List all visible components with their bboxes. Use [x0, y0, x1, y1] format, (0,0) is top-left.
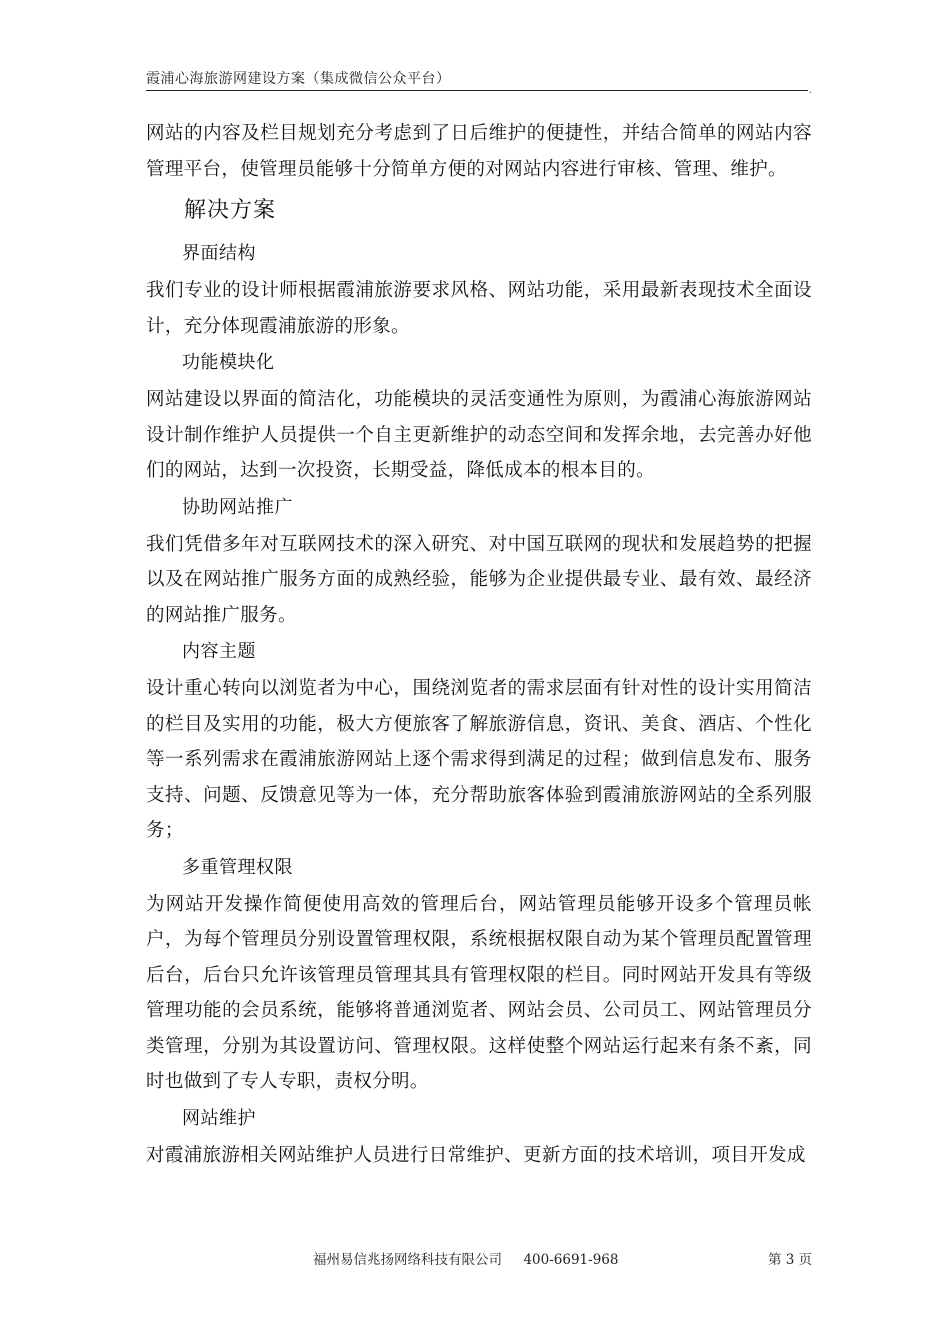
subsection-body-promotion: 我们凭借多年对互联网技术的深入研究、对中国互联网的现状和发展趋势的把握以及在网站推广服务方面的成熟经验，能够为企业提供最专业、最有效、最经济的网站推广服务。 — [146, 533, 812, 626]
subsection-heading-content-theme: 内容主题 — [182, 641, 256, 662]
subsection-body-interface: 我们专业的设计师根据霞浦旅游要求风格、网站功能，采用最新表现技术全面设计，充分体现霞浦旅游的形象。 — [146, 280, 812, 337]
subsection-heading-permissions: 多重管理权限 — [182, 856, 293, 878]
subsection-body-permissions: 为网站开发操作简便使用高效的管理后台，网站管理员能够开设多个管理员帐户，为每个管理员分别设置管理权限，系统根据权限自动为某个管理员配置管理后台，后台只允许该管理员管理其具有管理权限的栏目。同时网站开发具有等级管理功能的会员系统，能够将普通浏览者、网站会员、公司员工、网站管理员分类管理，分别为其设置访问、管理权限。这样使整个网站运行起来有条不紊，同时也做到了专人专职，责权分明。 — [146, 893, 812, 1092]
header-title: 霞浦心海旅游网建设方案（集成微信公众平台） — [146, 71, 451, 87]
subsection-heading-modular: 功能模块化 — [182, 352, 275, 373]
footer-company: 福州易信兆扬网络科技有限公司 400-6691-968 — [313, 1252, 619, 1268]
section-title: 解决方案 — [184, 198, 277, 223]
subsection-heading-maintenance: 网站维护 — [182, 1107, 256, 1129]
page-header — [146, 62, 812, 96]
page-number: 第 3 页 — [768, 1252, 813, 1268]
subsection-body-modular: 网站建设以界面的简洁化，功能模块的灵活变通性为原则，为霞浦心海旅游网站设计制作维护人员提供一个自主更新维护的动态空间和发挥余地，去完善办好他们的网站，达到一次投资，长期受益，降低成本的根本目的。 — [146, 389, 812, 481]
subsection-body-maintenance: 对霞浦旅游相关网站维护人员进行日常维护、更新方面的技术培训，项目开发成 — [146, 1144, 806, 1166]
subsection-heading-promotion: 协助网站推广 — [182, 496, 293, 518]
header-mark: . — [808, 85, 812, 96]
subsection-heading-interface: 界面结构 — [182, 243, 256, 264]
intro-paragraph: 网站的内容及栏目规划充分考虑到了日后维护的便捷性，并结合简单的网站内容管理平台，使管理员能够十分简单方便的对网站内容进行审核、管理、维护。 — [146, 123, 812, 180]
subsection-body-content-theme: 设计重心转向以浏览者为中心，围绕浏览者的需求层面有针对性的设计实用简洁的栏目及实用的功能，极大方便旅客了解旅游信息，资讯、美食、酒店、个性化等一系列需求在霞浦旅游网站上逐个需求得到满足的过程；做到信息发布、服务支持、问题、反馈意见等为一体，充分帮助旅客体验到霞浦旅游网站的全系列服务； — [146, 678, 812, 841]
document-body — [146, 116, 812, 1173]
